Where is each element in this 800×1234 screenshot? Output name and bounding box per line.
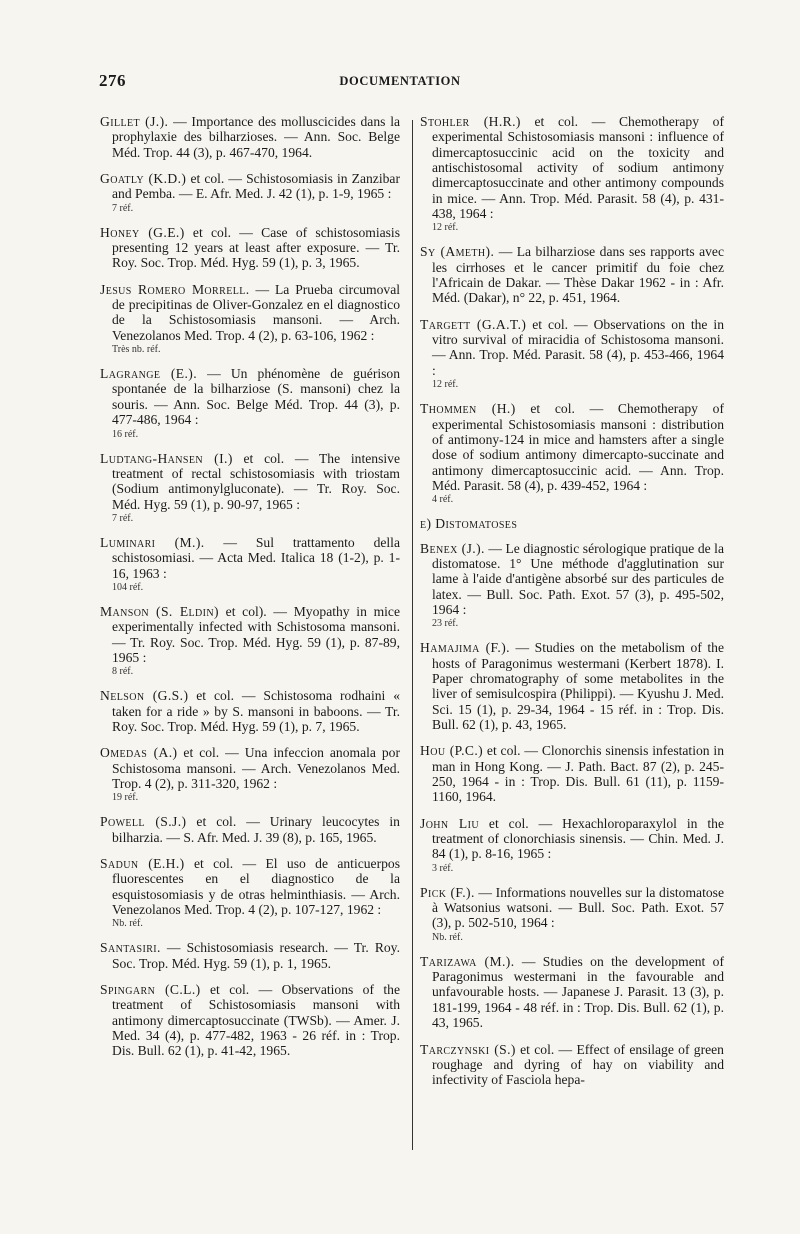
entry-text: et col. — Observations on the in vitro survival of miracidia of Schistosoma mansoni. — Ann. Trop. Méd. Parasit. 58 (4), p. 453-466, 1964 : — [432, 316, 724, 378]
entry-author: Gillet (J.). — [100, 114, 169, 129]
bibliography-entry — [420, 743, 724, 804]
entry-author: Jesus Romero Morrell. — [100, 281, 250, 297]
entry-reference-count: 12 réf. — [432, 222, 459, 234]
entry-text: et col. — Schistosoma rodhaini « taken for a ride » by S. mansoni in baboons. — Tr. Roy. Soc. Trop. Méd. Hyg. 59 (1), p. 7, 1965. — [112, 688, 400, 734]
entry-text: et col. — Schistosomiasis in Zanzibar and Pemba. — E. Afr. Med. J. 42 (1), p. 1-9, 1965 : — [112, 171, 400, 202]
bibliography-entry — [100, 535, 400, 593]
bibliography-entry — [100, 114, 400, 160]
entry-text: et col. — Chemotherapy of experimental Schistosomiasis mansoni : influence of dimercaptosuccinic acid on the toxicity and antischistosomal activity of sodium antimony dimercaptosuccinate and other antimony compounds in mice. — Ann. Trop. Méd. Parasit. 58 (4), p. 431-438, 1964 : — [432, 114, 724, 222]
section-heading: e) Distomatoses — [420, 516, 518, 532]
entry-author: Luminari (M.). — [100, 534, 205, 550]
bibliography-entry — [420, 1042, 724, 1088]
bibliography-entry — [420, 114, 724, 233]
entry-author: Manson (S. Eldin) — [100, 603, 219, 619]
entry-text: — Studies on the development of Paragonimus westermani in the favourable and unfavourable hosts. — Japanese J. Parasit. 13 (3), p. 181-199, 1964 - 48 réf. in : Trop. Dis. Bull. 62 (1), p. 43, 1965. — [432, 953, 724, 1031]
entry-reference-count: Très nb. réf. — [112, 344, 161, 356]
entry-author: Sy (Ameth). — [420, 244, 495, 260]
column-divider — [412, 120, 413, 1150]
bibliography-entry — [100, 688, 400, 734]
bibliography-entry — [420, 401, 724, 505]
entry-author: Santasiri. — [100, 940, 161, 956]
entry-reference-count: Nb. réf. — [432, 931, 463, 943]
entry-author: Spingarn (C.L.) — [100, 982, 201, 998]
bibliography-entry — [420, 244, 724, 305]
entry-text: — La bilharziose dans ses rapports avec les cirrhoses et le cancer primitif du foie chez l'Africain de Dakar. — Thèse Dakar 1962 - in : Afr. Méd. (Dakar), n° 22, p. 451, 1964. — [432, 244, 724, 306]
entry-text: — Le diagnostic sérologique pratique de la distomatose. 1° Une méthode d'agglutination sur lame à l'aide d'antigène absorbé sur des particules de latex. — Bull. Soc. Path. Exot. 57 (3), p. 495-502, 1964 : — [432, 540, 724, 617]
entry-text: et col. — Clonorchis sinensis infestation in man in Hong Kong. — J. Path. Bact. 87 (2), p. 245-250, 1964 - in : Trop. Dis. Bull. 61 (11), p. 1159-1160, 1964. — [432, 743, 724, 805]
entry-reference-count: 16 réf. — [112, 428, 139, 440]
bibliography-entry — [420, 541, 724, 630]
bibliography-entry — [420, 317, 724, 390]
entry-reference-count: 12 réf. — [432, 379, 459, 391]
entry-text: et col. — Case of schistosomiasis presenting 12 years at least after exposure. — Tr. Roy. Soc. Trop. Méd. Hyg. 59 (1), p. 3, 1965. — [112, 224, 401, 271]
entry-author: John Liu — [420, 815, 479, 831]
running-head: DOCUMENTATION — [339, 74, 461, 88]
entry-reference-count: 7 réf. — [112, 512, 134, 524]
entry-text: et col. — El uso de anticuerpos fluorescentes en el diagnostico de la esquistosomiasis y de otras helminthiasis. — Arch. Venezolanos Med. Trop. 4 (2), p. 107-127, 1962 : — [112, 856, 400, 918]
entry-text: — Un phénomène de guérison spontanée de la bilharziose (S. mansoni) chez la souris. — Ann. Soc. Belge Méd. Trop. 44 (3), p. 477-486, 1964 : — [112, 366, 401, 428]
bibliography-entry — [100, 282, 400, 355]
bibliography-entry — [420, 885, 724, 943]
entry-author: Powell (S.J.) — [100, 814, 187, 830]
bibliography-entry — [100, 745, 400, 803]
entry-reference-count: 19 réf. — [112, 792, 139, 804]
bibliography-entry — [420, 954, 724, 1031]
entry-author: Tarizawa (M.). — [420, 953, 515, 969]
entry-text: — Schistosomiasis research. — Tr. Roy. Soc. Trop. Méd. Hyg. 59 (1), p. 1, 1965. — [112, 940, 400, 971]
entry-author: Ludtang-Hansen (I.) — [100, 450, 233, 466]
entry-author: Thommen (H.) — [420, 401, 516, 417]
page-number: 276 — [99, 71, 126, 90]
entry-author: Benex (J.). — [420, 540, 485, 556]
bibliography-entry — [100, 225, 400, 271]
entry-text: et col. — Effect of ensilage of green roughage and dyring of hay on viability and infectivity of Fasciola hepa- — [432, 1041, 724, 1088]
entry-reference-count: 8 réf. — [112, 666, 134, 678]
entry-author: Nelson (G.S.) — [100, 688, 189, 704]
bibliography-entry — [100, 366, 400, 439]
entry-reference-count: Nb. réf. — [112, 918, 143, 930]
entry-author: Sadun (E.H.) — [100, 856, 185, 872]
entry-author: Targett (G.A.T.) — [420, 316, 527, 332]
entry-text: — Importance des molluscicides dans la prophylaxie des bilharzioses. — Ann. Soc. Belge Méd. Trop. 44 (3), p. 467-470, 1964. — [112, 114, 401, 160]
entry-author: Stohler (H.R.) — [420, 114, 521, 129]
bibliography-entry — [100, 604, 400, 677]
entry-text: et col. — The intensive treatment of rectal schistosomiasis with triostam (Sodium antimonylgluconate). — Tr. Roy. Soc. Méd. Hyg. 59 (1), p. 90-97, 1965 : — [112, 450, 400, 512]
entry-reference-count: 3 réf. — [432, 862, 454, 874]
entry-text: et col. — Hexachloroparaxylol in the treatment of clonorchiasis sinensis. — Chin. Med. J. 84 (1), p. 8-16, 1965 : — [432, 815, 724, 862]
entry-text: et col. — Observations of the treatment of Schistosomiasis mansoni with antimony dimercaptosuccinate (TWSb). — Amer. J. Med. 34 (4), p. 477-482, 1963 - 26 réf. in : Trop. Dis. Bull. 62 (1), p. 41-42, 1965. — [112, 982, 400, 1059]
bibliography-entry — [100, 856, 400, 929]
entry-text: — La Prueba circumoval de precipitinas de Oliver-Gonzalez en el diagnostico de la Schistosomiasis mansoni. — Arch. Venezolanos Med. Trop. 4 (2), p. 63-106, 1962 : — [112, 281, 401, 343]
bibliography-entry — [420, 816, 724, 874]
bibliography-entry — [100, 814, 400, 845]
entry-text: — Informations nouvelles sur la distomatose à Watsonius watsoni. — Bull. Soc. Path. Exot. 57 (3), p. 502-510, 1964 : — [432, 884, 724, 931]
entry-reference-count: 104 réf. — [112, 581, 144, 593]
entry-author: Hamajima (F.). — [420, 640, 510, 656]
entry-reference-count: 23 réf. — [432, 618, 459, 630]
entry-text: et col. — Urinary leucocytes in bilharzia. — S. Afr. Med. J. 39 (8), p. 165, 1965. — [112, 814, 400, 845]
bibliography-entry — [100, 451, 400, 524]
entry-text: — Sul trattamento della schistosomiasi. — Acta Med. Italica 18 (1-2), p. 1-16, 1963 : — [112, 534, 400, 581]
entry-text: et col. — Chemotherapy of experimental Schistosomiasis mansoni : distribution of antimony-124 in mice and hamsters after a single dose of sodium antimony dimercapto-succinate and antimony dimercaptosuccinic acid. — Ann. Trop. Méd. Parasit. 58 (4), p. 439-452, 1964 : — [432, 401, 724, 493]
entry-author: Lagrange (E.). — [100, 366, 198, 382]
entry-text: et col). — Myopathy in mice experimentally infected with Schistosoma mansoni. — Tr. Roy. Soc. Trop. Méd. Hyg. 59 (1), p. 87-89, 1965 : — [112, 603, 400, 665]
bibliography-entry — [100, 982, 400, 1059]
entry-text: — Studies on the metabolism of the hosts of Paragonimus westermani (Kerbert 1878). I. Paper chromatography of some metabolites in the liver of semisulcospira (Philippi). — Kyushu J. Med. Sci. 15 (1), p. 29-34, 1964 - 15 réf. in : Trop. Dis. Bull. 62 (1), p. 43, 1965. — [432, 640, 724, 732]
entry-author: Omedas (A.) — [100, 745, 178, 761]
right-column — [420, 114, 724, 1099]
entry-author: Goatly (K.D.) — [100, 171, 187, 187]
bibliography-entry — [100, 171, 400, 214]
bibliography-entry — [100, 940, 400, 971]
entry-reference-count: 4 réf. — [432, 494, 454, 506]
left-column — [100, 114, 400, 1070]
entry-author: Pick (F.). — [420, 884, 475, 900]
entry-reference-count: 7 réf. — [112, 202, 134, 214]
entry-author: Tarczynski (S.) — [420, 1041, 516, 1057]
bibliography-entry — [420, 640, 724, 732]
entry-text: et col. — Una infeccion anomala por Schistosoma mansoni. — Arch. Venezolanos Med. Trop. 4 (2), p. 311-320, 1962 : — [112, 745, 401, 791]
entry-author: Honey (G.E.) — [100, 224, 185, 240]
entry-author: Hou (P.C.) — [420, 743, 484, 759]
